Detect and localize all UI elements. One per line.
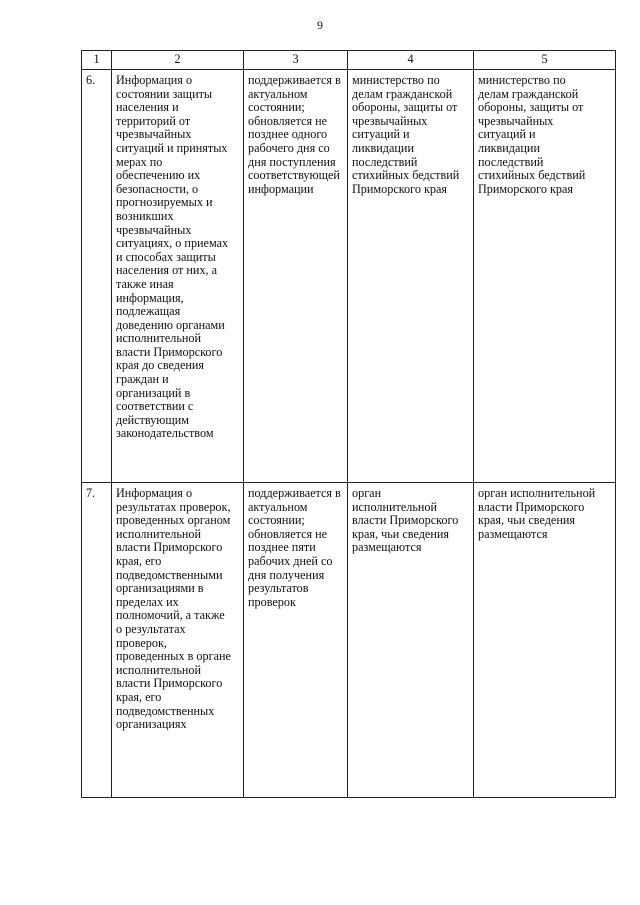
row-number: 6. bbox=[82, 70, 112, 483]
publisher-body: министерство по делам гражданской обороны, защиты от чрезвычайных ситуаций и ликвидации последствий стихийных бедствий Приморского края bbox=[474, 70, 616, 483]
update-frequency: поддерживается в актуальном состоянии; обновляется не позднее пяти рабочих дней со дня получения результатов проверок bbox=[244, 483, 348, 798]
table-row bbox=[82, 70, 616, 483]
column-header-5: 5 bbox=[474, 51, 616, 70]
column-header-1: 1 bbox=[82, 51, 112, 70]
publisher-body: орган исполнительной власти Приморского края, чьи сведения размещаются bbox=[474, 483, 616, 798]
header-row bbox=[82, 51, 616, 70]
info-table bbox=[81, 50, 616, 798]
column-header-3: 3 bbox=[244, 51, 348, 70]
info-description: Информация о состоянии защиты населения и территорий от чрезвычайных ситуаций и принятых мерах по обеспечению их безопасности, о прогнозируемых и возникших чрезвычайных ситуациях, о приемах и способах защиты населения от них, а также иная информация, подлежащая доведению органами исполнительной власти Приморского края до сведения граждан и организаций в соответствии с действующим законодательством bbox=[112, 70, 244, 483]
responsible-body: орган исполнительной власти Приморского края, чьи сведения размещаются bbox=[348, 483, 474, 798]
row-number: 7. bbox=[82, 483, 112, 798]
column-header-4: 4 bbox=[348, 51, 474, 70]
column-header-2: 2 bbox=[112, 51, 244, 70]
update-frequency: поддерживается в актуальном состоянии; обновляется не позднее одного рабочего дня со дня поступления соответствующей информации bbox=[244, 70, 348, 483]
page-number: 9 bbox=[317, 18, 323, 32]
info-description: Информация о результатах проверок, проведенных органом исполнительной власти Приморского края, его подведомственными организациями в пределах их полномочий, а также о результатах проверок, проведенных в органе исполнительной власти Приморского края, его подведомственных организациях bbox=[112, 483, 244, 798]
responsible-body: министерство по делам гражданской обороны, защиты от чрезвычайных ситуаций и ликвидации последствий стихийных бедствий Приморского края bbox=[348, 70, 474, 483]
table-row bbox=[82, 483, 616, 798]
